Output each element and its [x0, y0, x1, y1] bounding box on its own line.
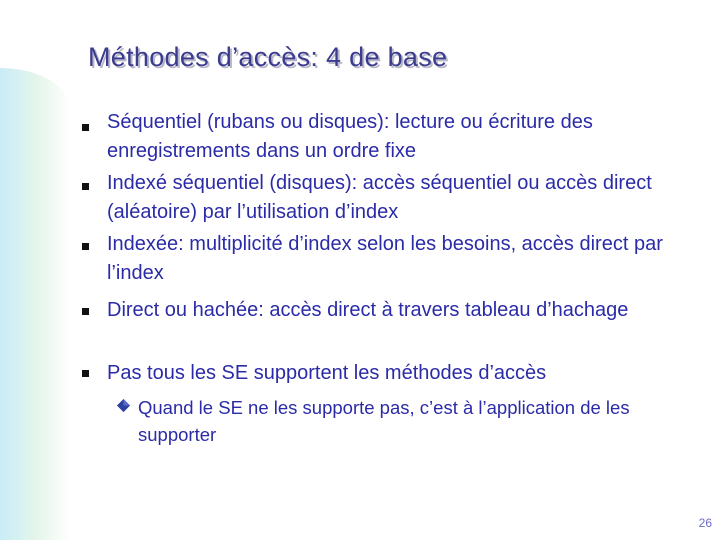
diamond-bullet-icon [116, 398, 131, 413]
side-decoration [0, 68, 70, 540]
list-item: Indexée: multiplicité d’index selon les besoins, accès direct par l’index [107, 233, 663, 284]
slide-title: Méthodes d’accès: 4 de base [88, 42, 448, 72]
list-item: Indexé séquentiel (disques): accès séquentiel ou accès direct (aléatoire) par l’utilisation d’index [107, 172, 652, 223]
page-number: 26 [698, 516, 712, 530]
square-bullet-icon [82, 124, 89, 131]
square-bullet-icon [82, 370, 89, 377]
square-bullet-icon [82, 183, 89, 190]
list-item: Direct ou hachée: accès direct à travers tableau d’hachage [107, 299, 629, 321]
list-item: Pas tous les SE supportent les méthodes d’accès [107, 362, 547, 384]
list-item: Séquentiel (rubans ou disques): lecture ou écriture des enregistrements dans un ordre fixe [107, 111, 593, 162]
sub-list-item: Quand le SE ne les supporte pas, c’est à l’application de les supporter [138, 397, 630, 445]
square-bullet-icon [82, 243, 89, 250]
square-bullet-icon [82, 308, 89, 315]
